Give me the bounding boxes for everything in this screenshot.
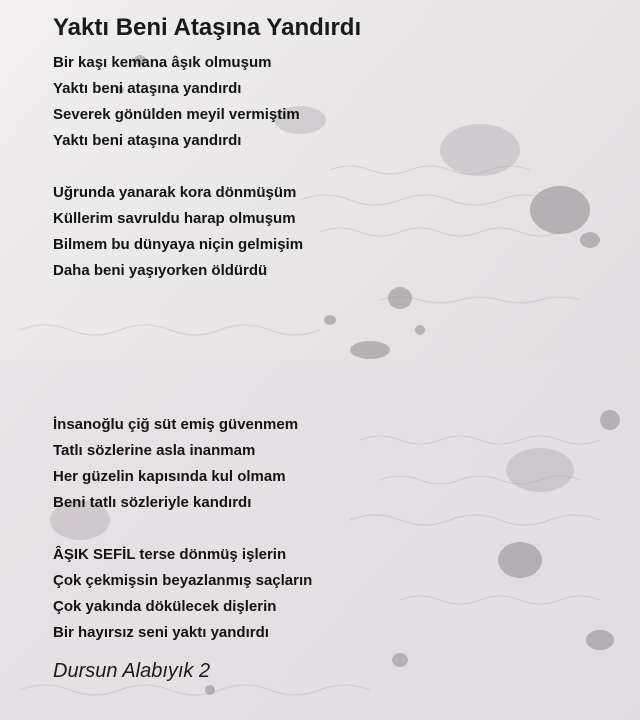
poem-line: İnsanoğlu çiğ süt emiş güvenmem — [53, 416, 299, 433]
poem-line: Bilmem bu dünyaya niçin gelmişim — [53, 236, 304, 253]
stanza-1 — [53, 50, 633, 154]
poem-line: Severek gönülden meyil vermiştim — [53, 106, 300, 123]
poem-line: ÂŞIK SEFİL terse dönmüş işlerin — [53, 546, 287, 563]
poem-line: Her güzelin kapısında kul olmam — [53, 468, 286, 485]
stanza-3 — [53, 412, 633, 516]
poem-title: Yaktı Beni Ataşına Yandırdı — [53, 14, 362, 41]
poem-line: Daha beni yaşıyorken öldürdü — [53, 262, 268, 279]
poem-line: Çok yakında dökülecek dişlerin — [53, 598, 277, 615]
poem-author: Dursun Alabıyık 2 — [53, 660, 211, 682]
poem-line: Yaktı beni ataşına yandırdı — [53, 132, 242, 149]
poem-line: Bir hayırsız seni yaktı yandırdı — [53, 624, 269, 641]
stanza-2 — [53, 180, 633, 284]
poem-line: Bir kaşı kemana âşık olmuşum — [53, 54, 272, 71]
stanza-4 — [53, 542, 633, 646]
poem-line: Çok çekmişsin beyazlanmış saçların — [53, 572, 313, 589]
poem-line: Uğrunda yanarak kora dönmüşüm — [53, 184, 297, 201]
poem-line: Küllerim savruldu harap olmuşum — [53, 210, 296, 227]
poem-line: Beni tatlı sözleriyle kandırdı — [53, 494, 252, 511]
poem-line: Tatlı sözlerine asla inanmam — [53, 442, 256, 459]
poem — [53, 12, 633, 686]
poem-line: Yaktı beni ataşına yandırdı — [53, 80, 242, 97]
